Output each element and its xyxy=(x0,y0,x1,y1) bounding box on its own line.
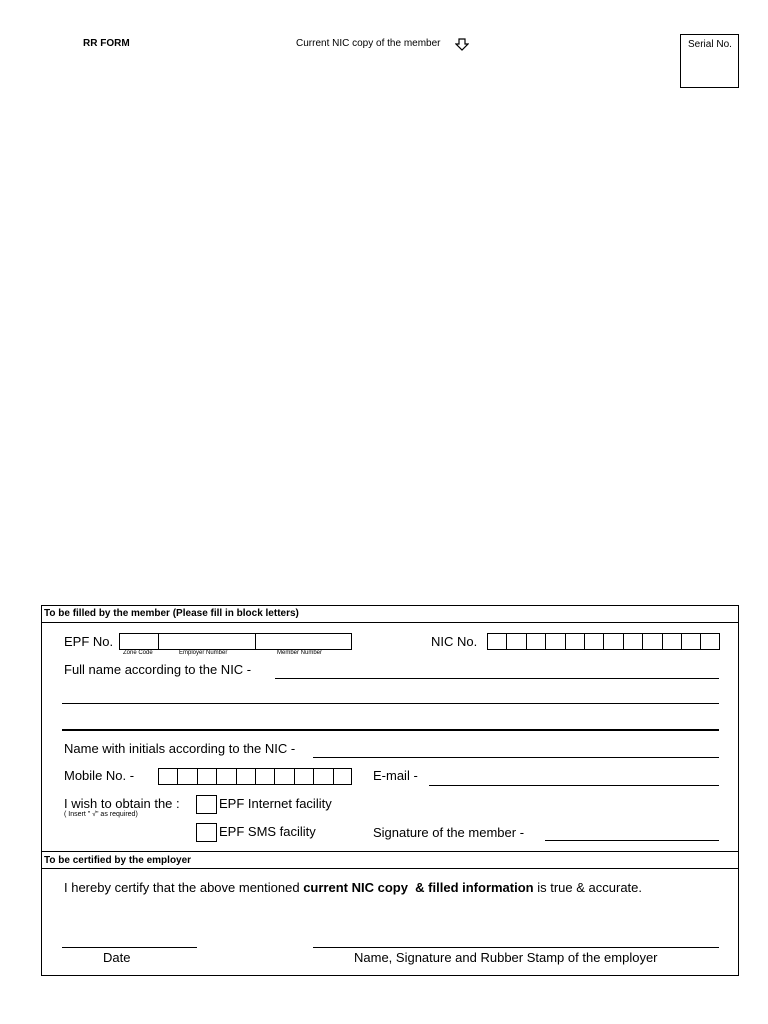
employer-heading-bottom-divider xyxy=(41,868,739,869)
internet-facility-label: EPF Internet facility xyxy=(219,796,332,811)
zone-code-sublabel: Zone Code xyxy=(123,650,153,656)
date-line[interactable] xyxy=(62,947,197,948)
certify-prefix: I hereby certify that the above mentioned xyxy=(64,880,304,895)
nic-label: NIC No. xyxy=(431,634,478,649)
certify-statement xyxy=(64,880,642,895)
epf-number-field[interactable] xyxy=(119,633,352,650)
mobile-digit-cell[interactable] xyxy=(158,768,177,785)
mobile-number-field[interactable] xyxy=(158,768,352,785)
nic-digit-cell[interactable] xyxy=(642,633,661,650)
full-name-line-1[interactable] xyxy=(275,678,719,679)
nic-digit-cell[interactable] xyxy=(545,633,564,650)
mobile-digit-cell[interactable] xyxy=(274,768,293,785)
nic-digit-cell[interactable] xyxy=(700,633,719,650)
date-label: Date xyxy=(103,950,131,965)
epf-label: EPF No. xyxy=(64,634,114,649)
mobile-digit-cell[interactable] xyxy=(313,768,332,785)
nic-digit-cell[interactable] xyxy=(681,633,700,650)
mobile-digit-cell[interactable] xyxy=(294,768,313,785)
nic-number-field[interactable] xyxy=(487,633,720,650)
nic-copy-label: Current NIC copy of the member xyxy=(296,38,441,49)
form-frame xyxy=(41,605,739,976)
serial-number-label: Serial No. xyxy=(688,39,732,50)
nic-digit-cell[interactable] xyxy=(565,633,584,650)
employer-number-sublabel: Employer Number xyxy=(179,650,228,656)
form-title: RR FORM xyxy=(83,38,130,49)
member-signature-label: Signature of the member - xyxy=(373,825,525,840)
nic-digit-cell[interactable] xyxy=(603,633,622,650)
epf-member-number-cell[interactable] xyxy=(255,633,352,650)
internet-facility-checkbox[interactable] xyxy=(196,795,217,814)
full-name-label: Full name according to the NIC - xyxy=(64,662,252,677)
employer-section-heading: To be certified by the employer xyxy=(44,855,192,866)
mobile-digit-cell[interactable] xyxy=(333,768,352,785)
nic-digit-cell[interactable] xyxy=(623,633,642,650)
member-section-heading: To be filled by the member (Please fill in block letters) xyxy=(44,608,299,619)
nic-digit-cell[interactable] xyxy=(487,633,506,650)
employer-stamp-label: Name, Signature and Rubber Stamp of the employer xyxy=(354,950,658,965)
nic-digit-cell[interactable] xyxy=(662,633,681,650)
certify-bold-text: current NIC copy & filled information xyxy=(303,880,534,895)
email-line[interactable] xyxy=(429,785,719,786)
employer-stamp-line[interactable] xyxy=(313,947,719,948)
sms-facility-checkbox[interactable] xyxy=(196,823,217,842)
sms-facility-label: EPF SMS facility xyxy=(219,824,316,839)
nic-digit-cell[interactable] xyxy=(526,633,545,650)
mobile-label: Mobile No. - xyxy=(64,768,135,783)
initials-line[interactable] xyxy=(313,757,719,758)
serial-number-box[interactable] xyxy=(680,34,739,88)
epf-employer-number-cell[interactable] xyxy=(158,633,255,650)
employer-heading-top-divider xyxy=(41,851,739,852)
obtain-label: I wish to obtain the : xyxy=(64,796,180,811)
nic-digit-cell[interactable] xyxy=(506,633,525,650)
mobile-digit-cell[interactable] xyxy=(216,768,235,785)
mobile-digit-cell[interactable] xyxy=(236,768,255,785)
initials-label: Name with initials according to the NIC - xyxy=(64,741,296,756)
nic-digit-cell[interactable] xyxy=(584,633,603,650)
down-arrow-icon xyxy=(455,38,469,52)
full-name-line-2[interactable] xyxy=(62,703,719,704)
email-label: E-mail - xyxy=(373,768,418,783)
mobile-digit-cell[interactable] xyxy=(177,768,196,785)
mobile-digit-cell[interactable] xyxy=(197,768,216,785)
member-number-sublabel: Member Number xyxy=(277,650,323,656)
certify-suffix: is true & accurate. xyxy=(533,880,643,895)
member-heading-divider xyxy=(41,622,739,623)
member-signature-line[interactable] xyxy=(545,840,719,841)
full-name-line-3[interactable] xyxy=(62,729,719,731)
insert-note: ( Insert " √" as required) xyxy=(64,811,138,818)
epf-zone-code-cell[interactable] xyxy=(119,633,158,650)
mobile-digit-cell[interactable] xyxy=(255,768,274,785)
